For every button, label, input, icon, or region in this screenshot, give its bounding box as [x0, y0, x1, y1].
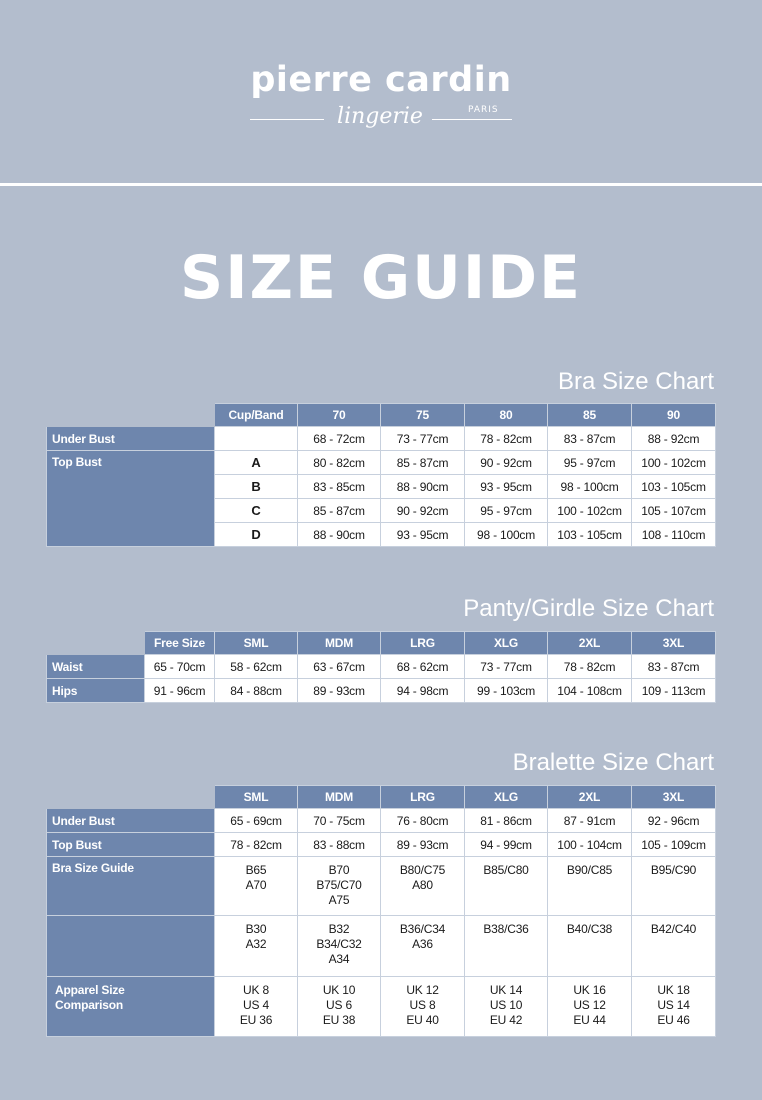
table-cell: 88 - 92cm [632, 427, 716, 451]
bra-underbust-label: Under Bust [47, 427, 215, 451]
panty-size-lrg: LRG [381, 632, 465, 655]
table-cell: 63 - 67cm [298, 655, 381, 679]
bralette-brasize-row-2 [47, 916, 716, 977]
bralette-apparel-label [47, 977, 215, 1037]
table-cell: 73 - 77cm [465, 655, 548, 679]
table-cell: 85 - 87cm [298, 499, 381, 523]
cell-line: B32 [328, 922, 350, 936]
cell-line: US 14 [657, 998, 690, 1012]
bralette-chart-title: Bralette Size Chart [512, 749, 714, 776]
cell-line: B80/C75 [399, 863, 446, 877]
cell-line: UK 12 [406, 983, 439, 997]
panty-size-2xl: 2XL [548, 632, 632, 655]
table-cell [381, 977, 465, 1037]
table-cell: 73 - 77cm [381, 427, 465, 451]
table-cell: 94 - 99cm [465, 833, 548, 857]
bralette-size-xlg: XLG [465, 786, 548, 809]
page-title: SIZE GUIDE [179, 243, 582, 313]
panty-size-3xl: 3XL [632, 632, 716, 655]
bralette-size-2xl: 2XL [548, 786, 632, 809]
table-cell: 104 - 108cm [548, 679, 632, 703]
cell-line: UK 16 [573, 983, 606, 997]
table-cell: 87 - 91cm [548, 809, 632, 833]
panty-chart-title: Panty/Girdle Size Chart [463, 595, 714, 622]
table-cell: 95 - 97cm [548, 451, 632, 475]
table-cell: 100 - 102cm [632, 451, 716, 475]
table-cell: 98 - 100cm [465, 523, 548, 547]
table-cell: 78 - 82cm [548, 655, 632, 679]
bralette-brasize-label-empty [47, 916, 215, 977]
table-cell: 90 - 92cm [465, 451, 548, 475]
table-cell: 93 - 95cm [381, 523, 465, 547]
table-cell [298, 916, 381, 977]
table-cell [465, 916, 548, 977]
table-cell: 83 - 85cm [298, 475, 381, 499]
bra-underbust-cup-empty [215, 427, 298, 451]
table-cell: 105 - 107cm [632, 499, 716, 523]
table-cell: 91 - 96cm [145, 679, 215, 703]
bra-cup-c: C [215, 499, 298, 523]
table-cell [298, 977, 381, 1037]
bra-chart-title: Bra Size Chart [557, 368, 714, 395]
panty-hips-row [47, 679, 716, 703]
bralette-brasize-label: Bra Size Guide [47, 857, 215, 916]
logo-rule-right [432, 119, 512, 120]
bra-band-90: 90 [632, 404, 716, 427]
bra-topbust-label: Top Bust [47, 451, 215, 547]
table-cell: 68 - 62cm [381, 655, 465, 679]
cell-line: B38/C36 [483, 922, 529, 936]
cell-line: B85/C80 [483, 863, 529, 877]
panty-size-mdm: MDM [298, 632, 381, 655]
panty-size-free: Free Size [145, 632, 215, 655]
table-cell: 76 - 80cm [381, 809, 465, 833]
table-cell: 78 - 82cm [215, 833, 298, 857]
cell-line: B65 [245, 863, 267, 877]
cell-line: A32 [245, 937, 267, 951]
cell-line: A36 [412, 937, 433, 951]
cell-line: A70 [245, 878, 267, 892]
table-cell [548, 977, 632, 1037]
cell-line: EU 46 [657, 1013, 690, 1027]
cell-line: EU 40 [406, 1013, 439, 1027]
bralette-size-sml: SML [215, 786, 298, 809]
table-cell: 83 - 87cm [632, 655, 716, 679]
cell-line: B95/C90 [650, 863, 697, 877]
bra-cup-b: B [215, 475, 298, 499]
cell-line: B70 [328, 863, 350, 877]
panty-size-table [46, 631, 716, 703]
table-cell: 93 - 95cm [465, 475, 548, 499]
bralette-topbust-label: Top Bust [47, 833, 215, 857]
bra-band-85: 85 [548, 404, 632, 427]
bra-band-75: 75 [381, 404, 465, 427]
cell-line: B30 [245, 922, 267, 936]
bralette-topbust-row [47, 833, 716, 857]
bra-header-cupband: Cup/Band [215, 404, 298, 427]
cell-line: B40/C38 [566, 922, 613, 936]
panty-size-xlg: XLG [465, 632, 548, 655]
cell-line: EU 44 [573, 1013, 606, 1027]
table-cell: 89 - 93cm [298, 679, 381, 703]
table-cell: 83 - 87cm [548, 427, 632, 451]
bra-size-table [46, 403, 716, 547]
panty-hips-label: Hips [47, 679, 145, 703]
table-cell [465, 857, 548, 916]
panty-header-blank [47, 632, 145, 655]
table-cell: 105 - 109cm [632, 833, 716, 857]
table-cell: 90 - 92cm [381, 499, 465, 523]
bra-band-70: 70 [298, 404, 381, 427]
bralette-size-lrg: LRG [381, 786, 465, 809]
cell-line: A34 [328, 952, 350, 966]
table-cell: 88 - 90cm [298, 523, 381, 547]
cell-line: B75/C70 [316, 878, 362, 892]
logo-paris: PARIS [468, 105, 499, 115]
table-cell: 83 - 88cm [298, 833, 381, 857]
table-cell: 84 - 88cm [215, 679, 298, 703]
table-cell: 98 - 100cm [548, 475, 632, 499]
bralette-apparel-row [47, 977, 716, 1037]
panty-waist-label: Waist [47, 655, 145, 679]
header-divider [0, 183, 762, 186]
bralette-underbust-row [47, 809, 716, 833]
bra-cup-a: A [215, 451, 298, 475]
table-cell: 100 - 102cm [548, 499, 632, 523]
cell-line: B36/C34 [399, 922, 446, 936]
logo-subline [250, 102, 512, 132]
table-cell: 70 - 75cm [298, 809, 381, 833]
table-cell [381, 857, 465, 916]
table-cell [215, 977, 298, 1037]
cell-line: B42/C40 [650, 922, 697, 936]
bralette-header-row [47, 786, 716, 809]
table-cell: 58 - 62cm [215, 655, 298, 679]
table-cell: 80 - 82cm [298, 451, 381, 475]
panty-header-row [47, 632, 716, 655]
table-cell [381, 916, 465, 977]
bra-underbust-row [47, 427, 716, 451]
table-cell [632, 916, 716, 977]
cell-line: UK 10 [322, 983, 356, 997]
cell-line: B34/C32 [316, 937, 362, 951]
cell-line: UK 8 [243, 983, 269, 997]
table-cell: 65 - 70cm [145, 655, 215, 679]
panty-waist-row [47, 655, 716, 679]
table-cell [548, 857, 632, 916]
cell-line: A80 [412, 878, 433, 892]
table-cell [215, 916, 298, 977]
bralette-size-mdm: MDM [298, 786, 381, 809]
cell-line: EU 42 [489, 1013, 523, 1027]
logo-rule-left [250, 119, 324, 120]
table-cell: 88 - 90cm [381, 475, 465, 499]
table-cell [215, 857, 298, 916]
bra-cup-d: D [215, 523, 298, 547]
table-cell: 94 - 98cm [381, 679, 465, 703]
cell-line: EU 36 [239, 1013, 273, 1027]
table-cell: 103 - 105cm [632, 475, 716, 499]
table-cell [632, 857, 716, 916]
table-cell: 68 - 72cm [298, 427, 381, 451]
cell-line: EU 38 [322, 1013, 356, 1027]
table-cell [465, 977, 548, 1037]
table-cell: 99 - 103cm [465, 679, 548, 703]
cell-line: US 4 [243, 998, 269, 1012]
table-cell: 109 - 113cm [632, 679, 716, 703]
cell-line: B90/C85 [566, 863, 613, 877]
cell-line: US 8 [409, 998, 436, 1012]
table-cell: 103 - 105cm [548, 523, 632, 547]
bralette-underbust-label: Under Bust [47, 809, 215, 833]
table-cell: 108 - 110cm [632, 523, 716, 547]
brand-logo [0, 58, 762, 132]
cell-line: Apparel Size [55, 983, 125, 997]
bralette-size-table [46, 785, 716, 1037]
table-cell: 92 - 96cm [632, 809, 716, 833]
table-cell: 100 - 104cm [548, 833, 632, 857]
cell-line: UK 14 [489, 983, 523, 997]
logo-lingerie: lingerie [337, 104, 423, 129]
bralette-header-blank [47, 786, 215, 809]
bra-header-blank [47, 404, 215, 427]
bralette-size-3xl: 3XL [632, 786, 716, 809]
bra-band-80: 80 [465, 404, 548, 427]
bra-header-row [47, 404, 716, 427]
table-cell: 78 - 82cm [465, 427, 548, 451]
table-cell: 65 - 69cm [215, 809, 298, 833]
cell-line: UK 18 [657, 983, 690, 997]
table-cell: 89 - 93cm [381, 833, 465, 857]
bralette-brasize-row-1 [47, 857, 716, 916]
table-cell: 81 - 86cm [465, 809, 548, 833]
cell-line: US 10 [489, 998, 523, 1012]
cell-line: A75 [328, 893, 350, 907]
panty-size-sml: SML [215, 632, 298, 655]
cell-line: US 12 [573, 998, 606, 1012]
cell-line: Comparison [55, 998, 124, 1012]
table-cell [632, 977, 716, 1037]
table-cell [298, 857, 381, 916]
table-cell: 95 - 97cm [465, 499, 548, 523]
logo-brand-name: pierre cardin [250, 60, 512, 100]
table-cell [548, 916, 632, 977]
bra-cup-row-a [47, 451, 716, 475]
cell-line: US 6 [326, 998, 352, 1012]
table-cell: 85 - 87cm [381, 451, 465, 475]
